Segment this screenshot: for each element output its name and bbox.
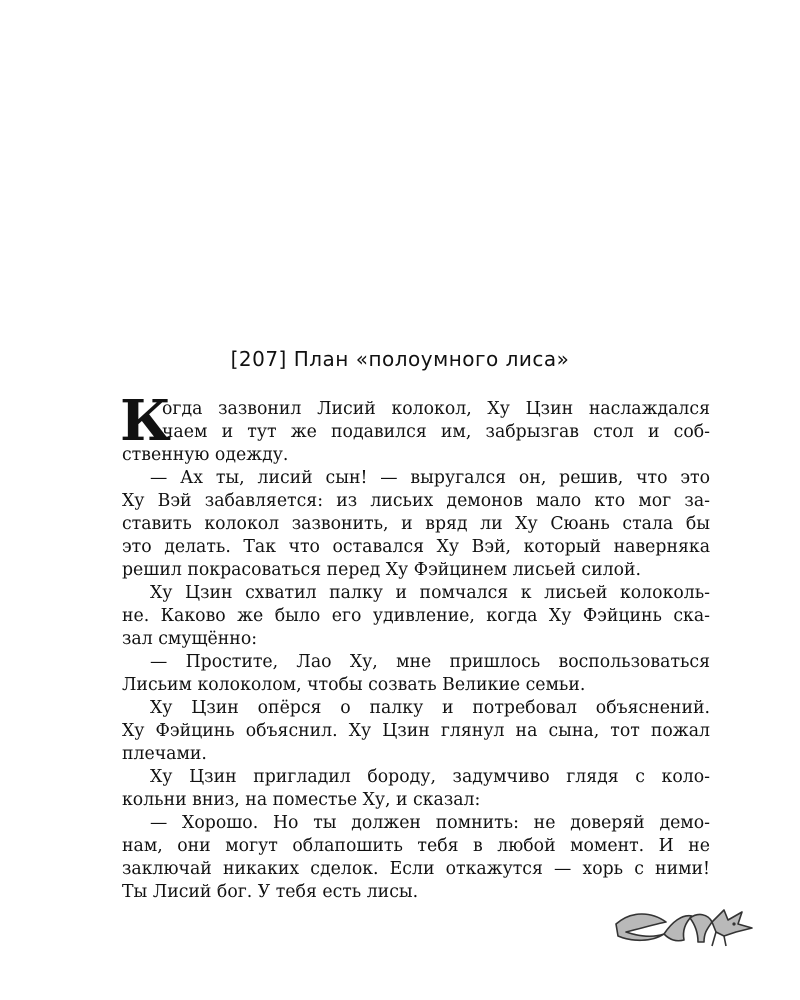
text-line: заключай никаких сделок. Если откажутся — хорь с ними! xyxy=(122,859,710,879)
text-line: Ху Вэй забавляется: из лисьих демонов мало кто мог за- xyxy=(122,491,710,511)
text-line: огда зазвонил Лисий колокол, Ху Цзин наслаждался xyxy=(162,399,710,419)
text-line: Лисьим колоколом, чтобы созвать Великие семьи. xyxy=(122,675,586,695)
text-line: Ты Лисий бог. У тебя есть лисы. xyxy=(122,882,419,902)
chapter-body xyxy=(120,388,710,904)
text-line: Ху Цзин пригладил бороду, задумчиво глядя с коло- xyxy=(150,767,710,787)
text-line: нам, они могут облапошить тебя в любой момент. И не xyxy=(122,836,710,856)
text-line: — Ах ты, лисий сын! — выругался он, решив, что это xyxy=(150,468,710,488)
text-line: решил покрасоваться перед Ху Фэйцинем лисьей силой. xyxy=(122,560,641,580)
chapter-title: [207] План «полоумного лиса» xyxy=(230,347,570,371)
text-line: Ху Фэйцинь объяснил. Ху Цзин глянул на сына, тот пожал xyxy=(122,721,710,741)
fox-ornament-icon xyxy=(612,902,762,952)
text-line: кольни вниз, на поместье Ху, и сказал: xyxy=(122,790,481,810)
text-line: Ху Цзин схватил палку и помчался к лисьей колоколь- xyxy=(150,583,710,603)
text-line: это делать. Так что оставался Ху Вэй, который наверняка xyxy=(122,537,710,557)
text-line: плечами. xyxy=(122,744,207,764)
text-line: Ху Цзин опёрся о палку и потребовал объяснений. xyxy=(150,698,710,718)
text-line: — Хорошо. Но ты должен помнить: не доверяй демо- xyxy=(150,813,710,833)
text-line: — Простите, Лао Ху, мне пришлось воспользоваться xyxy=(150,652,710,672)
text-line: ственную одежду. xyxy=(122,445,289,465)
drop-cap: К xyxy=(120,388,171,454)
text-line: чаем и тут же подавился им, забрызгав стол и соб- xyxy=(162,422,710,442)
text-line: ставить колокол зазвонить, и вряд ли Ху Сюань стала бы xyxy=(122,514,710,534)
text-line: не. Каково же было его удивление, когда Ху Фэйцинь ска- xyxy=(122,606,710,626)
text-line: зал смущённо: xyxy=(122,629,258,649)
